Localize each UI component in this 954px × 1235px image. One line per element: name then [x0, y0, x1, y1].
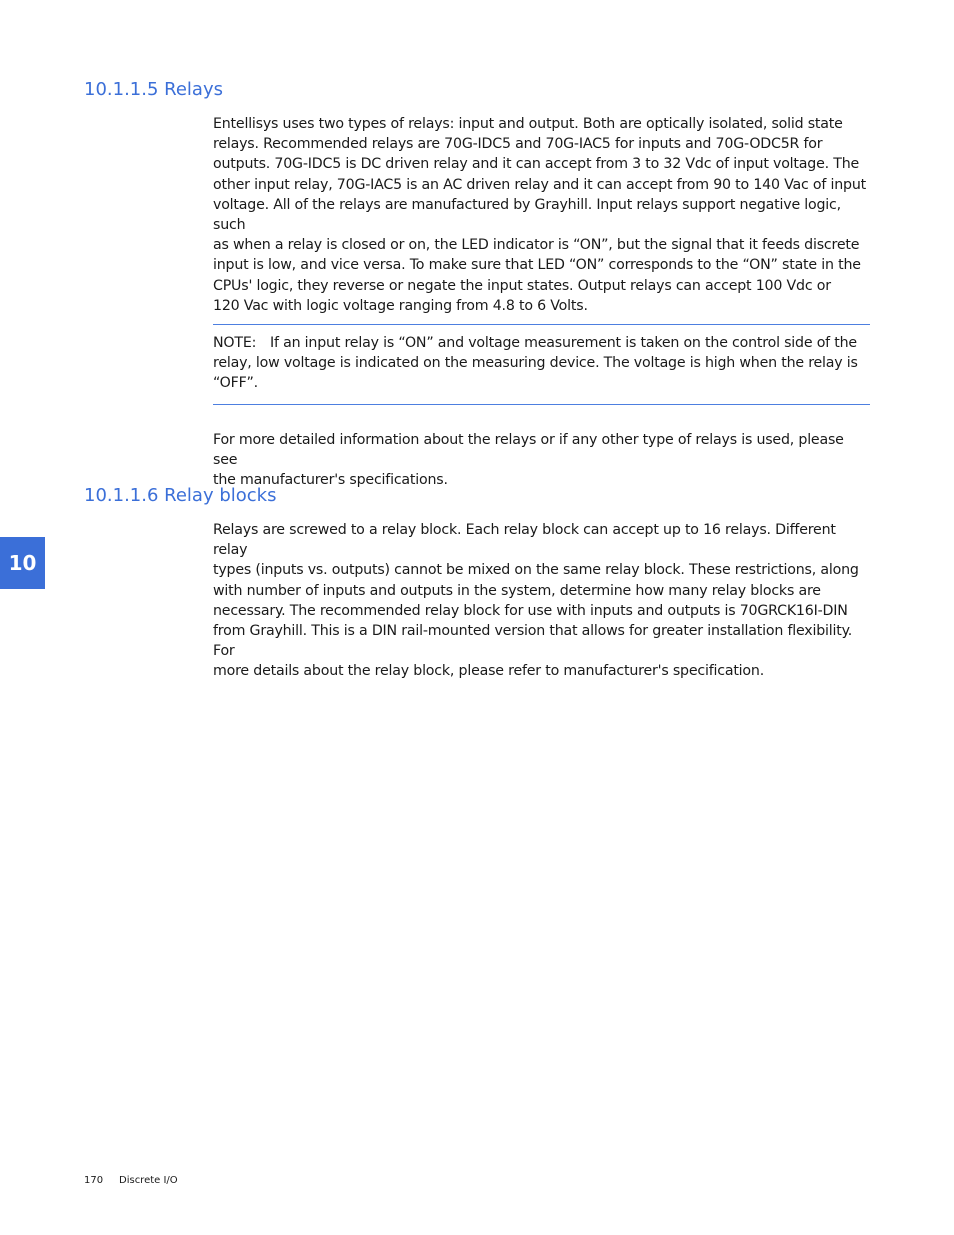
relay-blocks-paragraph: Relays are screwed to a relay block. Each relay block can accept up to 16 relays. Different relay types (inputs vs. outputs) cannot be mixed on the same relay block. These restrictions, along with number of inputs and outputs in the system, determine how many relay blocks are necessary. The recommended relay block for use with inputs and outputs is 70GRCK16I-DIN from Grayhill. This is a DIN rail-mounted version that allows for greater installation flexibility. For more details about the relay block, please refer to manufacturer's specification. [213, 522, 859, 680]
footer-page-number: 170 [84, 1175, 104, 1186]
note-label: NOTE: [213, 335, 257, 351]
chapter-tab: 10 [0, 537, 45, 589]
note-top-rule [213, 324, 870, 325]
relays-intro-paragraph: Entellisys uses two types of relays: input and output. Both are optically isolated, solid state relays. Recommended relays are 70G-IDC5 and 70G-IAC5 for inputs and 70G-ODC5R for outputs. 70G-IDC5 is DC driven relay and it can accept from 3 to 32 Vdc of input voltage. The other input relay, 70G-IAC5 is an AC driven relay and it can accept from 90 to 140 Vac of input voltage. All of the relays are manufactured by Grayhill. Input relays support negative logic, such as when a relay is closed or on, the LED indicator is “ON”, but the signal that it feeds discrete input is low, and vice versa. To make sure that LED “ON” corresponds to the “ON” state in the CPUs' logic, they reverse or negate the input states. Output relays can accept 100 Vdc or 120 Vac with logic voltage ranging from 4.8 to 6 Volts. [213, 116, 866, 314]
note-text: If an input relay is “ON” and voltage measurement is taken on the control side of the relay, low voltage is indicated on the measuring device. The voltage is high when the relay is “OFF”. [213, 335, 858, 392]
note-bottom-rule [213, 404, 870, 405]
section-heading-relays: 10.1.1.5 Relays [84, 79, 223, 100]
section-heading-relay-blocks: 10.1.1.6 Relay blocks [84, 485, 277, 506]
footer-section-name: Discrete I/O [119, 1175, 178, 1186]
note-block [213, 333, 870, 394]
relays-outro-paragraph: For more detailed information about the relays or if any other type of relays is used, please see the manufacturer's specifications. [213, 432, 844, 489]
